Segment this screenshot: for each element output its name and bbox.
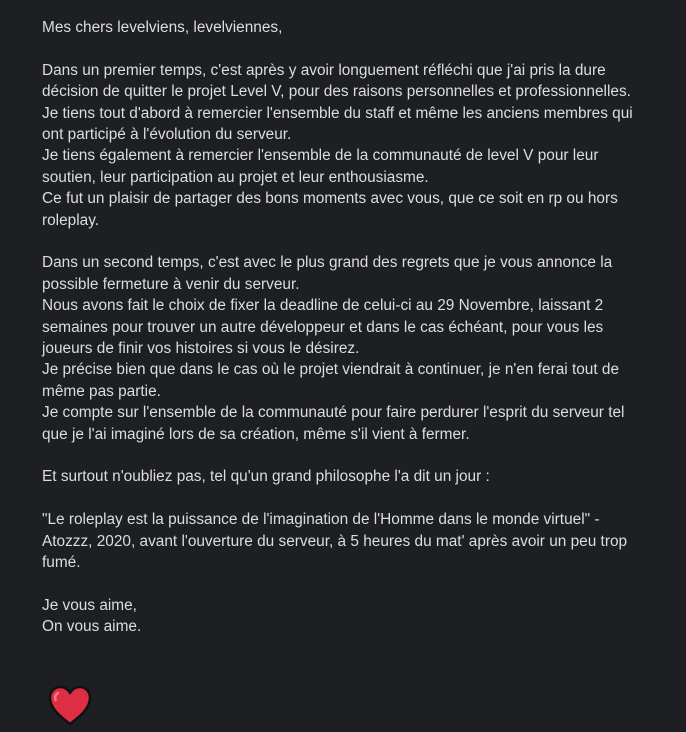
paragraph-gap [42,574,652,595]
message-greeting: Mes chers levelviens, levelviennes, [42,19,283,36]
message-line: Nous avons fait le choix de fixer la deadline de celui-ci au 29 Novembre, laissant 2 semaines pour trouver un autre développeur et dans le cas échéant, pour vous les joueurs de finir vos histoires si vous le désirez. [42,297,604,358]
message-line: Je tiens également à remercier l'ensemble de la communauté de level V pour leur soutien, leur participation au projet et leur enthousiasme. [42,147,599,186]
message-line: Ce fut un plaisir de partager des bons moments avec vous, que ce soit en rp ou hors roleplay. [42,190,618,229]
paragraph-gap [42,38,652,59]
paragraph-gap [42,445,652,466]
message-line: Je compte sur l'ensemble de la communauté pour faire perdurer l'esprit du serveur tel que je l'ai imaginé lors de sa création, même s'il vient à fermer. [42,404,625,443]
message-closing: Je vous aime, [42,596,137,614]
message-line: Je tiens tout d'abord à remercier l'ensemble du staff et même les anciens membres qui ont participé à l'évolution du serveur. [42,104,633,144]
message-line: Je précise bien que dans le cas où le projet viendrait à continuer, je n'en ferai tout de même pas partie. [42,361,620,400]
heart-shape [50,687,90,724]
message-content [42,17,652,638]
paragraph-gap [42,231,652,252]
message-closing: On vous aime. [42,618,142,636]
message-line: Dans un second temps, c'est avec le plus grand des regrets que je vous annonce la possible fermeture à venir du serveur. [42,254,613,293]
message-line: Et surtout n'oubliez pas, tel qu'un grand philosophe l'a dit un jour : [42,468,490,486]
heart-icon [47,684,93,726]
paragraph-gap [42,488,652,509]
heart-emoji-icon[interactable] [47,684,93,726]
message-line: Dans un premier temps, c'est après y avoir longuement réfléchi que j'ai pris la dure décision de quitter le projet Level V, pour des raisons personnelles et professionnelles. [42,61,631,101]
message-quote: "Le roleplay est la puissance de l'imagination de l'Homme dans le monde virtuel" - Atozzz, 2020, avant l'ouverture du serveur, à 5 heures du mat' après avoir un peu trop fumé. [42,511,628,572]
